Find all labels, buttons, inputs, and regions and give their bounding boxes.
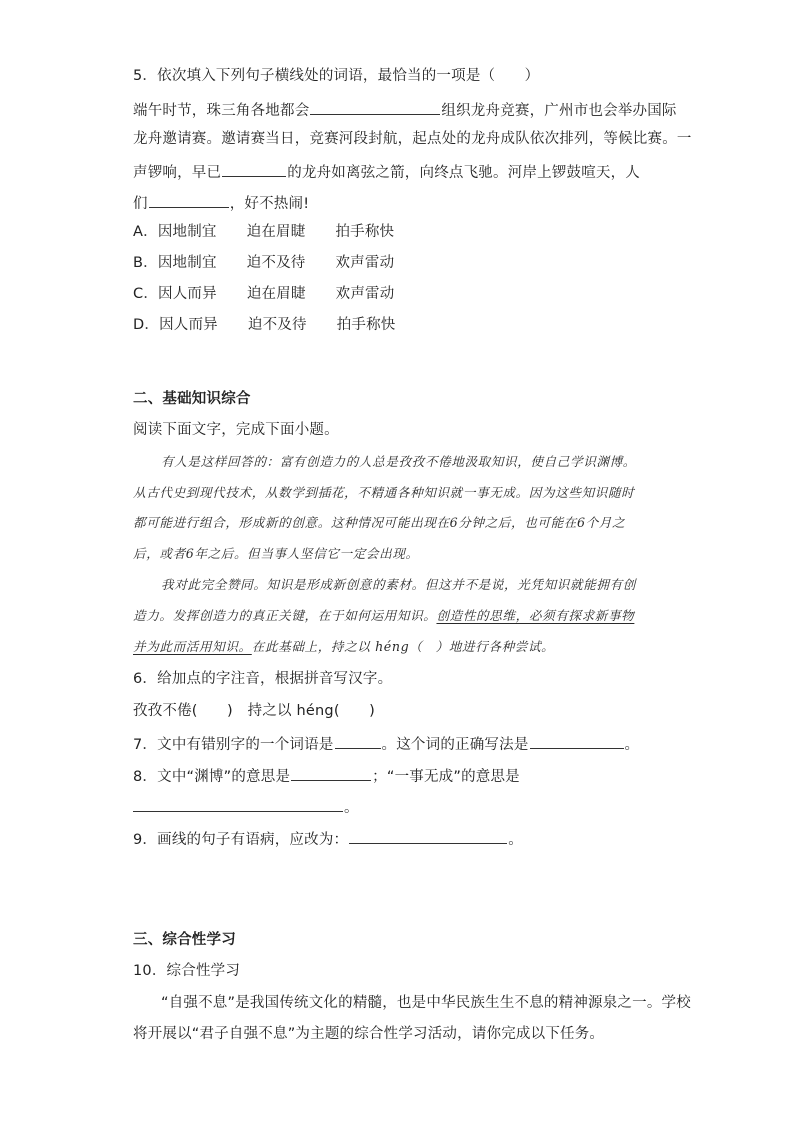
- underlined-sentence-part1: 创造性的思维，必须有探求新事物: [436, 608, 635, 623]
- section2-heading: 二、基础知识综合: [133, 391, 251, 407]
- q5-line4: [133, 191, 309, 214]
- q5-blank-2[interactable]: [222, 160, 286, 177]
- option-word-1: 因人而异: [158, 286, 217, 302]
- q8-line2: [133, 795, 359, 818]
- q5-line3-text-b: 的龙舟如离弦之箭，向终点飞驰。河岸上锣鼓喧天，人: [287, 165, 641, 181]
- q5-option-b[interactable]: [133, 253, 424, 273]
- option-letter: A．: [133, 224, 158, 240]
- q8-blank-1[interactable]: [291, 764, 371, 781]
- q8-line1: [133, 764, 520, 787]
- q7-text-b: 。这个词的正确写法是: [381, 737, 529, 753]
- q5-line2: 龙舟邀请赛。邀请赛当日，竞赛河段封航，起点处的龙舟成队依次排列，等候比赛。一: [133, 131, 692, 147]
- option-letter: D．: [133, 317, 160, 333]
- q7-text-a: 7．文中有错别字的一个词语是: [133, 737, 334, 753]
- option-word-3: 欢声雷动: [335, 286, 395, 302]
- option-letter: C．: [133, 286, 159, 302]
- section3-paragraph-line1: “自强不息”是我国传统文化的精髓，也是中华民族生生不息的精神源泉之一。学校: [161, 995, 691, 1011]
- section3-paragraph-line2: 将开展以“君子自强不息”为主题的综合性学习活动，请你完成以下任务。: [133, 1026, 605, 1042]
- section3-heading: 三、综合性学习: [133, 932, 236, 948]
- option-word-2: 迫在眉睫: [246, 286, 306, 302]
- q5-blank-3[interactable]: [149, 191, 229, 208]
- q7: [133, 732, 639, 755]
- option-word-2: 迫不及待: [247, 317, 307, 333]
- option-word-1: 因地制宜: [157, 224, 217, 240]
- passage-p2-line2: [133, 606, 634, 626]
- option-word-1: 因人而异: [159, 317, 218, 333]
- option-letter: B．: [133, 255, 158, 271]
- passage-p1-line3: 都可能进行组合，形成新的创意。这种情况可能出现在6分钟之后，也可能在6个月之: [133, 515, 626, 530]
- option-word-3: 欢声雷动: [335, 255, 395, 271]
- q9: [133, 827, 523, 850]
- q5-line1-text-b: 组织龙舟竞赛，广州市也会举办国际: [441, 103, 677, 119]
- q5-option-a[interactable]: [133, 222, 424, 242]
- q7-blank-1[interactable]: [335, 732, 381, 749]
- passage-p2-line3-text: 在此基础上，持之以 héng（ ）地进行各种尝试。: [251, 639, 555, 654]
- passage-p1-line1: 有人是这样回答的：富有创造力的人总是孜孜不倦地汲取知识，使自己学识渊博。: [161, 454, 636, 469]
- passage-p2-line2-text: 造力。发挥创造力的真正关键，在于如何运用知识。: [133, 608, 437, 623]
- underlined-sentence-part2: 并为此而活用知识。: [133, 639, 252, 654]
- passage-p2-line1: 我对此完全赞同。知识是形成新创意的素材。但这并不是说，光凭知识就能拥有创: [161, 577, 636, 592]
- q5-line3: [133, 160, 640, 183]
- section2-intro: 阅读下面文字，完成下面小题。: [133, 422, 339, 438]
- q7-text-c: 。: [624, 737, 640, 753]
- q5-line4-text-a: 们: [133, 196, 148, 212]
- q5-option-d[interactable]: [133, 315, 426, 335]
- passage-p2-line3: [133, 637, 554, 657]
- option-word-1: 因地制宜: [157, 255, 217, 271]
- option-word-3: 拍手称快: [335, 224, 395, 240]
- passage-p1-line4: 后，或者6年之后。但当事人坚信它一定会出现。: [133, 546, 419, 561]
- q5-line3-text-a: 声锣响，早已: [133, 165, 222, 181]
- q5-line4-text-b: ，好不热闹!: [229, 196, 310, 212]
- q7-blank-2[interactable]: [530, 732, 624, 749]
- q8-blank-2[interactable]: [133, 795, 343, 812]
- q9-blank[interactable]: [349, 827, 507, 844]
- q5-line1: [133, 98, 677, 121]
- q5-title: 5．依次填入下列句子横线处的词语，最恰当的一项是（ ）: [133, 68, 540, 84]
- q5-blank-1[interactable]: [310, 98, 440, 115]
- option-word-3: 拍手称快: [336, 317, 396, 333]
- q8-text-b: ；“一事无成”的意思是: [372, 769, 520, 785]
- q8-text-a: 8．文中“渊博”的意思是: [133, 769, 291, 785]
- q5-line1-text-a: 端午时节，珠三角各地都会: [133, 103, 310, 119]
- option-word-2: 迫在眉睫: [246, 224, 306, 240]
- q9-text-a: 9．画线的句子有语病，应改为：: [133, 832, 349, 848]
- q8-text-c: 。: [344, 800, 359, 816]
- q6-title: 6．给加点的字注音，根据拼音写汉字。: [133, 671, 393, 687]
- q5-option-c[interactable]: [133, 284, 424, 304]
- option-word-2: 迫不及待: [246, 255, 306, 271]
- q9-text-b: 。: [508, 832, 523, 848]
- passage-p1-line2: 从古代史到现代技术，从数学到插花，不精通各种知识就一事无成。因为这些知识随时: [133, 485, 635, 500]
- q6-items: 孜孜不倦( ) 持之以 héng( ): [133, 703, 375, 719]
- q10-title: 10．综合性学习: [133, 963, 241, 979]
